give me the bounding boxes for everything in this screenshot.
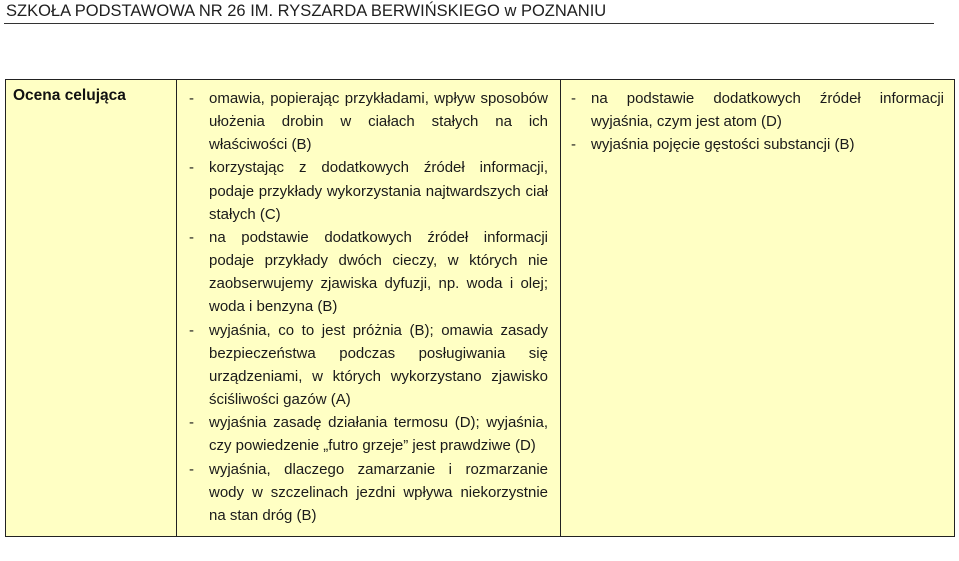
list-bullet: -	[571, 136, 576, 153]
grade-cell	[6, 80, 177, 537]
list-bullet: -	[189, 321, 194, 339]
list-item	[189, 319, 548, 412]
list-item	[189, 411, 548, 457]
list-bullet: -	[189, 460, 194, 478]
grade-label: Ocena celująca	[13, 87, 126, 104]
grade-requirements-table	[5, 79, 955, 537]
list-item-text: na podstawie dodatkowych źródeł informacji wyjaśnia, czym jest atom (D)	[591, 90, 944, 130]
header-divider	[4, 23, 934, 24]
list-bullet: -	[189, 228, 194, 246]
list-bullet: -	[189, 90, 194, 107]
list-item	[189, 226, 548, 319]
list-item	[189, 458, 548, 527]
list-item-text: wyjaśnia pojęcie gęstości substancji (B)	[591, 136, 855, 153]
requirements-list-main	[177, 80, 560, 536]
table-row	[6, 80, 955, 537]
school-name-header: SZKOŁA PODSTAWOWA NR 26 IM. RYSZARDA BERWIŃSKIEGO w POZNANIU	[6, 2, 607, 20]
list-bullet: -	[189, 414, 194, 432]
list-item	[571, 133, 944, 156]
list-item-text: wyjaśnia, co to jest próżnia (B); omawia zasady bezpieczeństwa podczas posługiwania się urządzeniami, w których wykorzystano zjawisko ściśliwości gazów (A)	[209, 321, 548, 409]
list-item	[189, 87, 548, 156]
list-bullet: -	[189, 159, 194, 177]
list-item-text: omawia, popierając przykładami, wpływ sposobów ułożenia drobin w ciałach stałych na ich właściwości (B)	[209, 90, 548, 154]
list-item-text: na podstawie dodatkowych źródeł informacji podaje przykłady dwóch cieczy, w których nie zaobserwujemy zjawiska dyfuzji, np. woda i olej; woda i benzyna (B)	[209, 228, 548, 316]
list-item-text: korzystając z dodatkowych źródeł informacji, podaje przykłady wykorzystania najtwardszych ciał stałych (C)	[209, 159, 548, 223]
requirements-list-secondary	[561, 80, 954, 156]
list-item-text: wyjaśnia zasadę działania termosu (D); wyjaśnia, czy powiedzenie „futro grzeje” jest prawdziwe (D)	[209, 414, 548, 455]
list-item	[189, 156, 548, 225]
requirements-cell-secondary	[561, 80, 955, 537]
list-item-text: wyjaśnia, dlaczego zamarzanie i rozmarzanie wody w szczelinach jezdni wpływa niekorzystnie na stan dróg (B)	[209, 460, 548, 524]
requirements-cell-main	[177, 80, 561, 537]
list-item	[571, 87, 944, 133]
list-bullet: -	[571, 90, 576, 107]
